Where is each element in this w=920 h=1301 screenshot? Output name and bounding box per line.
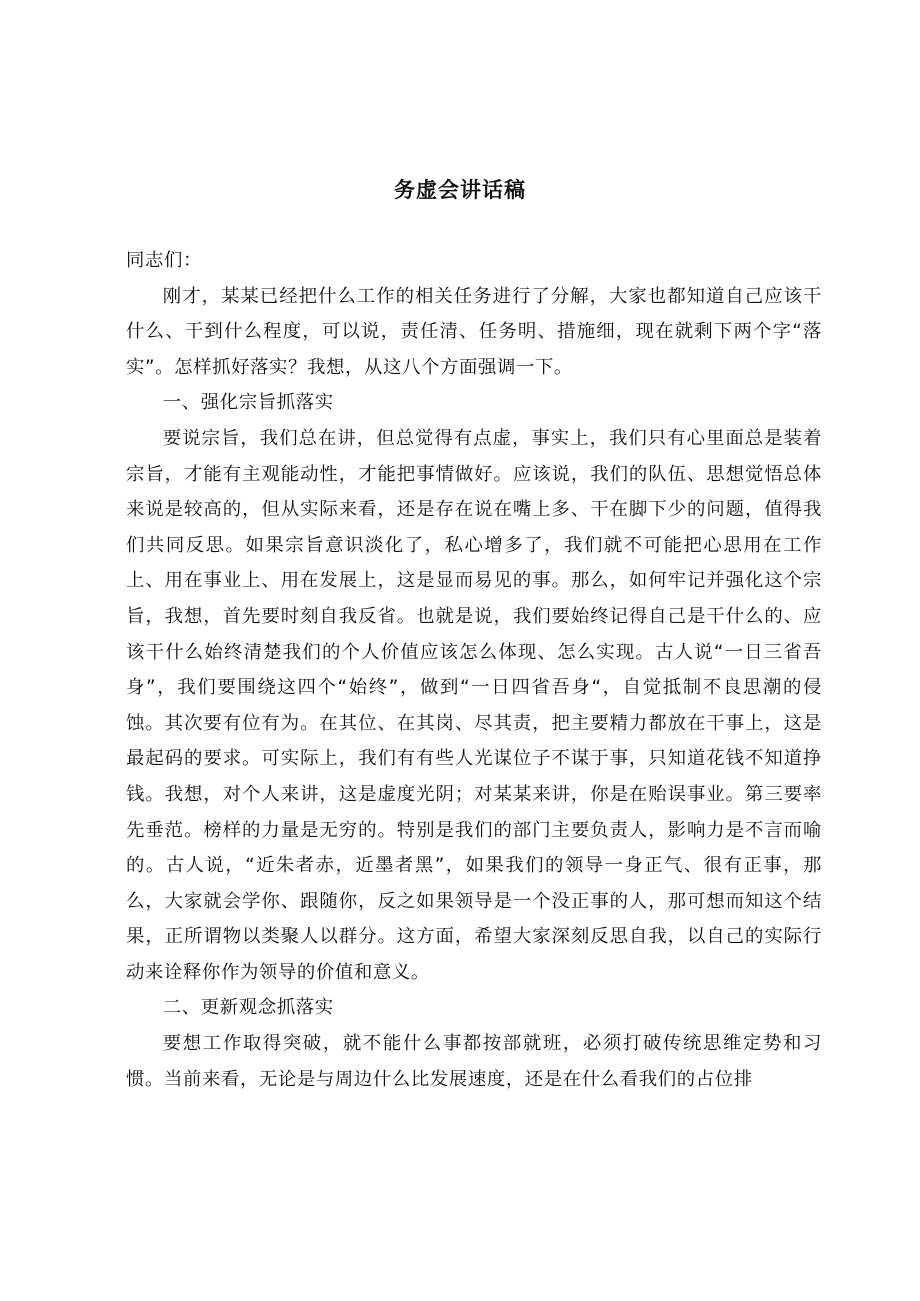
paragraph-section-1: 要说宗旨，我们总在讲，但总觉得有点虚，事实上，我们只有心里面总是装着宗旨，才能有主观能动性，才能把事情做好。应该说，我们的队伍、思想觉悟总体来说是较高的，但从实际来看，还是存在说在嘴上多、干在脚下少的问题，值得我们共同反思。如果宗旨意识淡化了，私心增多了，我们就不可能把心思用在工作上、用在事业上、用在发展上，这是显而易见的事。那么，如何牢记并强化这个宗旨，我想，首先要时刻自我反省。也就是说，我们要始终记得自己是干什么的、应该干什么始终清楚我们的个人价值应该怎么体现、怎么实现。古人说“一日三省吾身”，我们要围绕这四个“始终”，做到“一日四省吾身“，自觉抵制不良思潮的侵蚀。其次要有位有为。在其位、在其岗、尽其责，把主要精力都放在干事上，这是最起码的要求。可实际上，我们有有些人光谋位子不谋于事，只知道花钱不知道挣钱。我想，对个人来讲，这是虚度光阴；对某某来讲，你是在贻误事业。第三要率先垂范。榜样的力量是无穷的。特别是我们的部门主要负责人，影响力是不言而喻的。古人说，“近朱者赤，近墨者黑”，如果我们的领导一身正气、很有正事，那么，大家就会学你、跟随你，反之如果领导是一个没正事的人，那可想而知这个结果，正所谓物以类聚人以群分。这方面，希望大家深刻反思自我，以自己的实际行动来诠释你作为领导的价值和意义。	[126, 427, 822, 983]
section-heading-2: 二、更新观念抓落实	[162, 997, 334, 1019]
salutation: 同志们：	[126, 250, 202, 271]
document-body	[126, 243, 822, 1097]
section-heading-1: 一、强化宗旨抓落实	[162, 392, 334, 414]
paragraph-intro: 刚才，某某已经把什么工作的相关任务进行了分解，大家也都知道自己应该干什么、干到什么程度，可以说，责任清、任务明、措施细，现在就剩下两个字“落实”。怎样抓好落实？我想，从这八个方面强调一下。	[126, 285, 822, 378]
paragraph-section-2: 要想工作取得突破，就不能什么事都按部就班，必须打破传统思维定势和习惯。当前来看，无论是与周边什么比发展速度，还是在什么看我们的占位排	[126, 1033, 822, 1090]
document-title: 务虚会讲话稿	[394, 178, 526, 202]
